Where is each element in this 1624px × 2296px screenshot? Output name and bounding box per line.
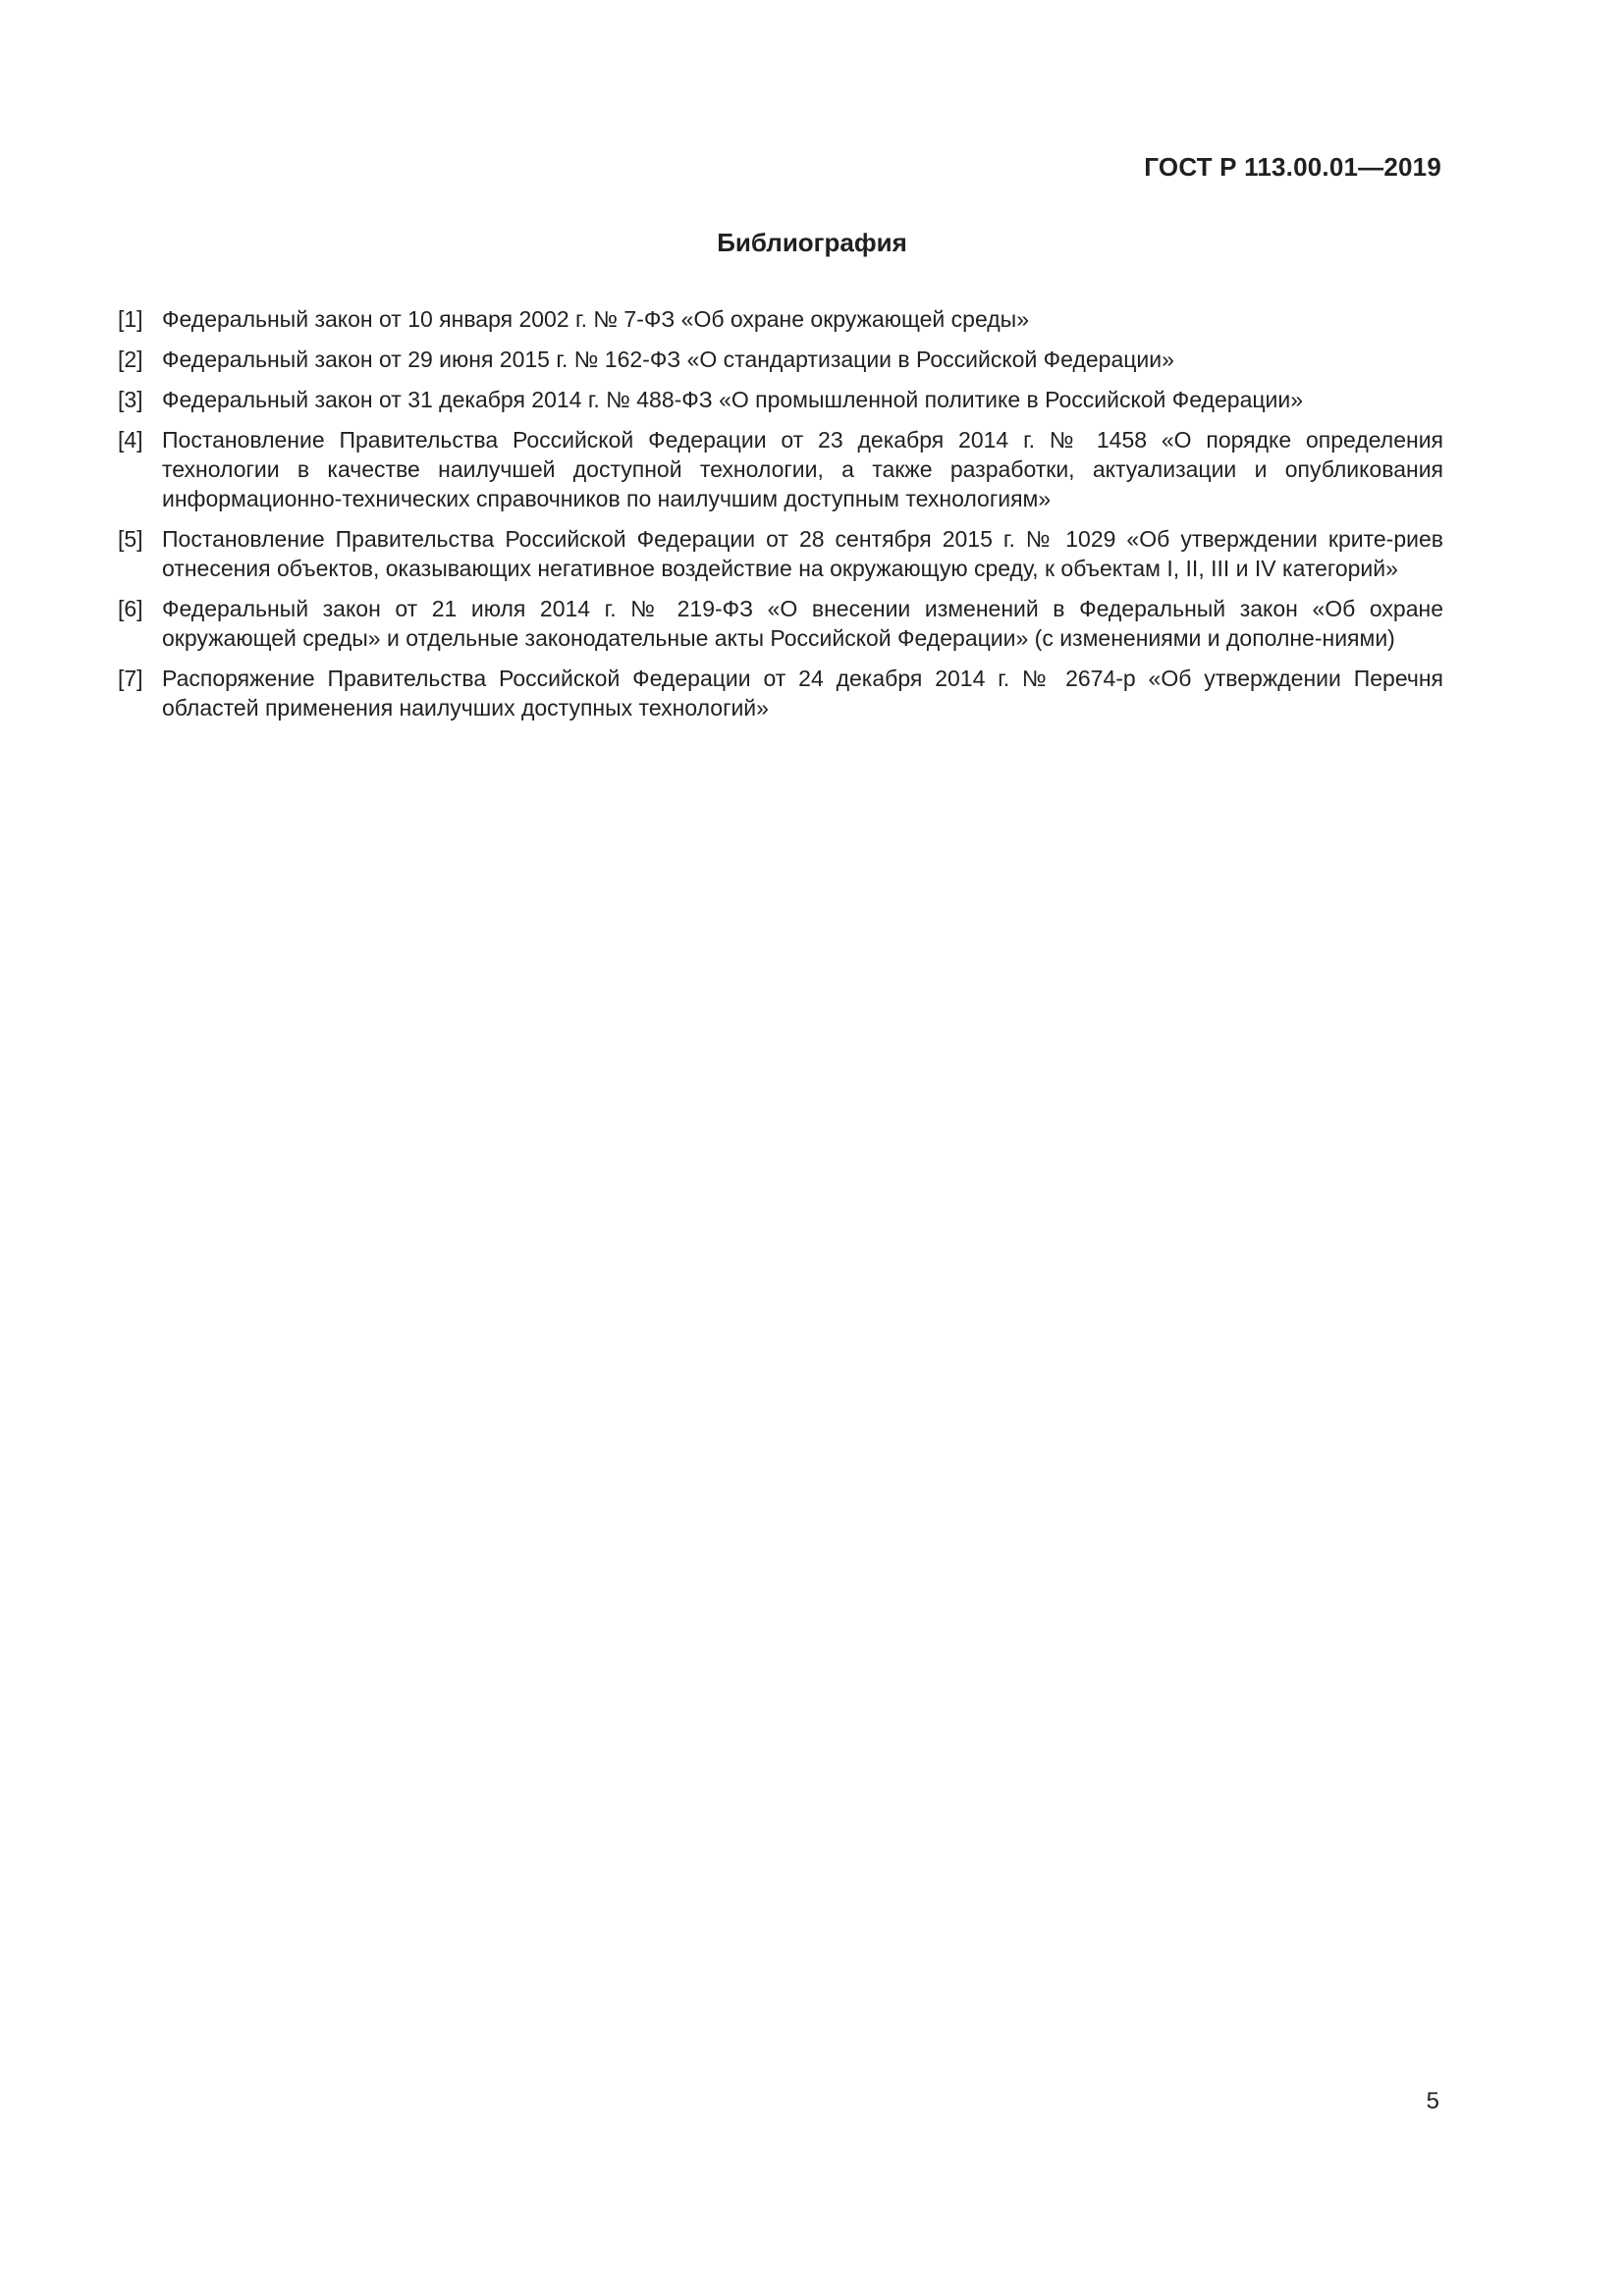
bibliography-item-number: [3] bbox=[118, 387, 143, 412]
bibliography-item-number: [2] bbox=[118, 347, 143, 372]
bibliography-item-text: Федеральный закон от 21 июля 2014 г. № 219-ФЗ «О внесении изменений в Федеральный закон «Об охране окружающей среды» и отдельные законодательные акты Российской Федерации» (с изменениями и дополне-ниями) bbox=[162, 596, 1443, 651]
section-title: Библиография bbox=[717, 228, 907, 257]
bibliography-item-text: Постановление Правительства Российской Федерации от 23 декабря 2014 г. № 1458 «О порядке определения технологии в качестве наилучшей доступной технологии, а также разработки, актуализации и опубликования информационно-технических справочников по наилучшим доступным технологиям» bbox=[162, 427, 1443, 511]
bibliography-item-text: Распоряжение Правительства Российской Федерации от 24 декабря 2014 г. № 2674-р «Об утверждении Перечня областей применения наилучших доступных технологий» bbox=[162, 666, 1443, 721]
bibliography-list bbox=[118, 304, 1443, 733]
bibliography-item-7 bbox=[118, 664, 1443, 722]
bibliography-item-number: [4] bbox=[118, 427, 143, 453]
bibliography-item-text: Федеральный закон от 10 января 2002 г. № 7-ФЗ «Об охране окружающей среды» bbox=[162, 306, 1029, 332]
bibliography-item-5 bbox=[118, 524, 1443, 583]
bibliography-item-number: [1] bbox=[118, 306, 143, 332]
document-code: ГОСТ Р 113.00.01—2019 bbox=[1144, 152, 1441, 182]
page-number: 5 bbox=[1426, 2088, 1439, 2114]
bibliography-item-text: Постановление Правительства Российской Федерации от 28 сентября 2015 г. № 1029 «Об утверждении крите-риев отнесения объектов, оказывающих негативное воздействие на окружающую среду, к объектам I, II, III и IV категорий» bbox=[162, 526, 1443, 581]
bibliography-item-2 bbox=[118, 345, 1443, 374]
bibliography-item-3 bbox=[118, 385, 1443, 414]
bibliography-item-4 bbox=[118, 425, 1443, 513]
bibliography-item-number: [5] bbox=[118, 526, 143, 552]
bibliography-item-text: Федеральный закон от 31 декабря 2014 г. № 488-ФЗ «О промышленной политике в Российской Федерации» bbox=[162, 387, 1304, 412]
bibliography-item-number: [6] bbox=[118, 596, 143, 621]
bibliography-item-number: [7] bbox=[118, 666, 143, 691]
bibliography-item-1 bbox=[118, 304, 1443, 334]
bibliography-item-6 bbox=[118, 594, 1443, 653]
bibliography-item-text: Федеральный закон от 29 июня 2015 г. № 162-ФЗ «О стандартизации в Российской Федерации» bbox=[162, 347, 1174, 372]
